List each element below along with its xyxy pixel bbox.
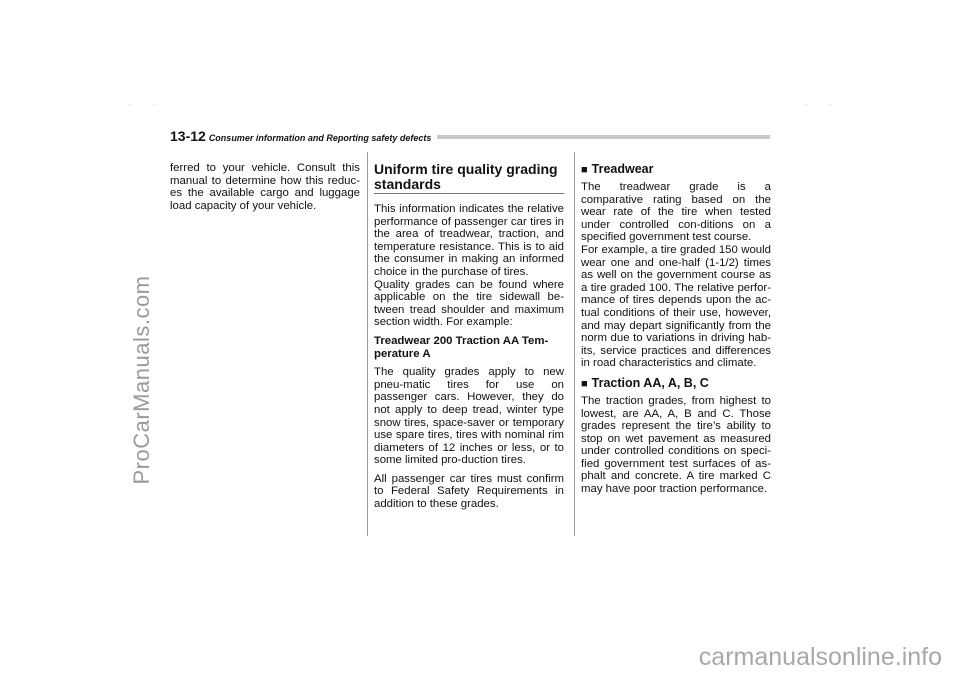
paragraph-grade-scope: The quality grades apply to new pneu-matic tires for use on passenger cars. However, they do not apply to deep tread, winter type snow tires, space-saver or temporary use spare tires, tires with nominal rim diameters of 12 inches or less, or to some limited pro-duction tires. bbox=[374, 366, 564, 467]
square-bullet-icon: ■ bbox=[581, 377, 588, 390]
column-1 bbox=[170, 162, 360, 218]
column-2 bbox=[374, 162, 564, 517]
subheading-treadwear bbox=[581, 162, 771, 177]
column-3 bbox=[581, 162, 771, 502]
subheading-traction bbox=[581, 376, 771, 391]
bottom-watermark: carmanualsonline.info bbox=[698, 643, 942, 671]
side-watermark: ProCarManuals.com bbox=[129, 275, 154, 485]
column-divider-2 bbox=[574, 152, 575, 536]
section-heading-tire-grading: Uniform tire quality grading standards bbox=[374, 162, 564, 194]
traction-heading-text: Traction AA, A, B, C bbox=[591, 375, 709, 390]
treadwear-heading-text: Treadwear bbox=[591, 162, 654, 176]
column-divider-1 bbox=[367, 152, 368, 536]
paragraph-traction-grades: The traction grades, from highest to lowest, are AA, A, B and C. Those grades represent the tire’s ability to stop on wet pavement as measured under controlled conditions on speci-fied government test surfaces of as-phalt and concrete. A tire marked C may have poor traction performance. bbox=[581, 394, 771, 496]
paragraph-federal-requirements: All passenger car tires must confirm to Federal Safety Requirements in addition to these grades. bbox=[374, 472, 564, 511]
grade-example: Treadwear 200 Traction AA Tem-perature A bbox=[374, 334, 549, 360]
paragraph-cargo-capacity: ferred to your vehicle. Consult this manual to determine how this reduc-es the available cargo and luggage load capacity of your vehicle. bbox=[170, 162, 360, 212]
paragraph-treadwear-definition: The treadwear grade is a comparative rating based on the wear rate of the tire when tested under controlled con-ditions on a specified government test course. bbox=[581, 181, 771, 244]
paragraph-treadwear-example: For example, a tire graded 150 would wear one and one-half (1-1/2) times as well on the government course as a tire graded 100. The relative perfor-mance of tires depends upon the ac-tual conditions of their use, however, and may depart significantly from the norm due to variations in driving hab-its, service practices and differences in road characteristics and climate. bbox=[581, 243, 771, 370]
header-text bbox=[170, 128, 437, 146]
paragraph-grade-location: Quality grades can be found where applicable on the tire sidewall be-tween tread shoulder and maximum section width. For example: bbox=[374, 278, 564, 329]
paragraph-grading-intro: This information indicates the relative performance of passenger car tires in the area of treadwear, traction, and temperature resistance. This is to aid the consumer in making an informed choice in the purchase of tires. bbox=[374, 203, 564, 278]
crop-marks-left: · · bbox=[128, 100, 166, 109]
page-number: 13-12 bbox=[170, 128, 206, 144]
section-title: Consumer information and Reporting safety defects bbox=[208, 133, 432, 143]
crop-marks-right: · · bbox=[804, 100, 842, 109]
square-bullet-icon: ■ bbox=[581, 164, 588, 176]
page-header bbox=[170, 128, 770, 144]
